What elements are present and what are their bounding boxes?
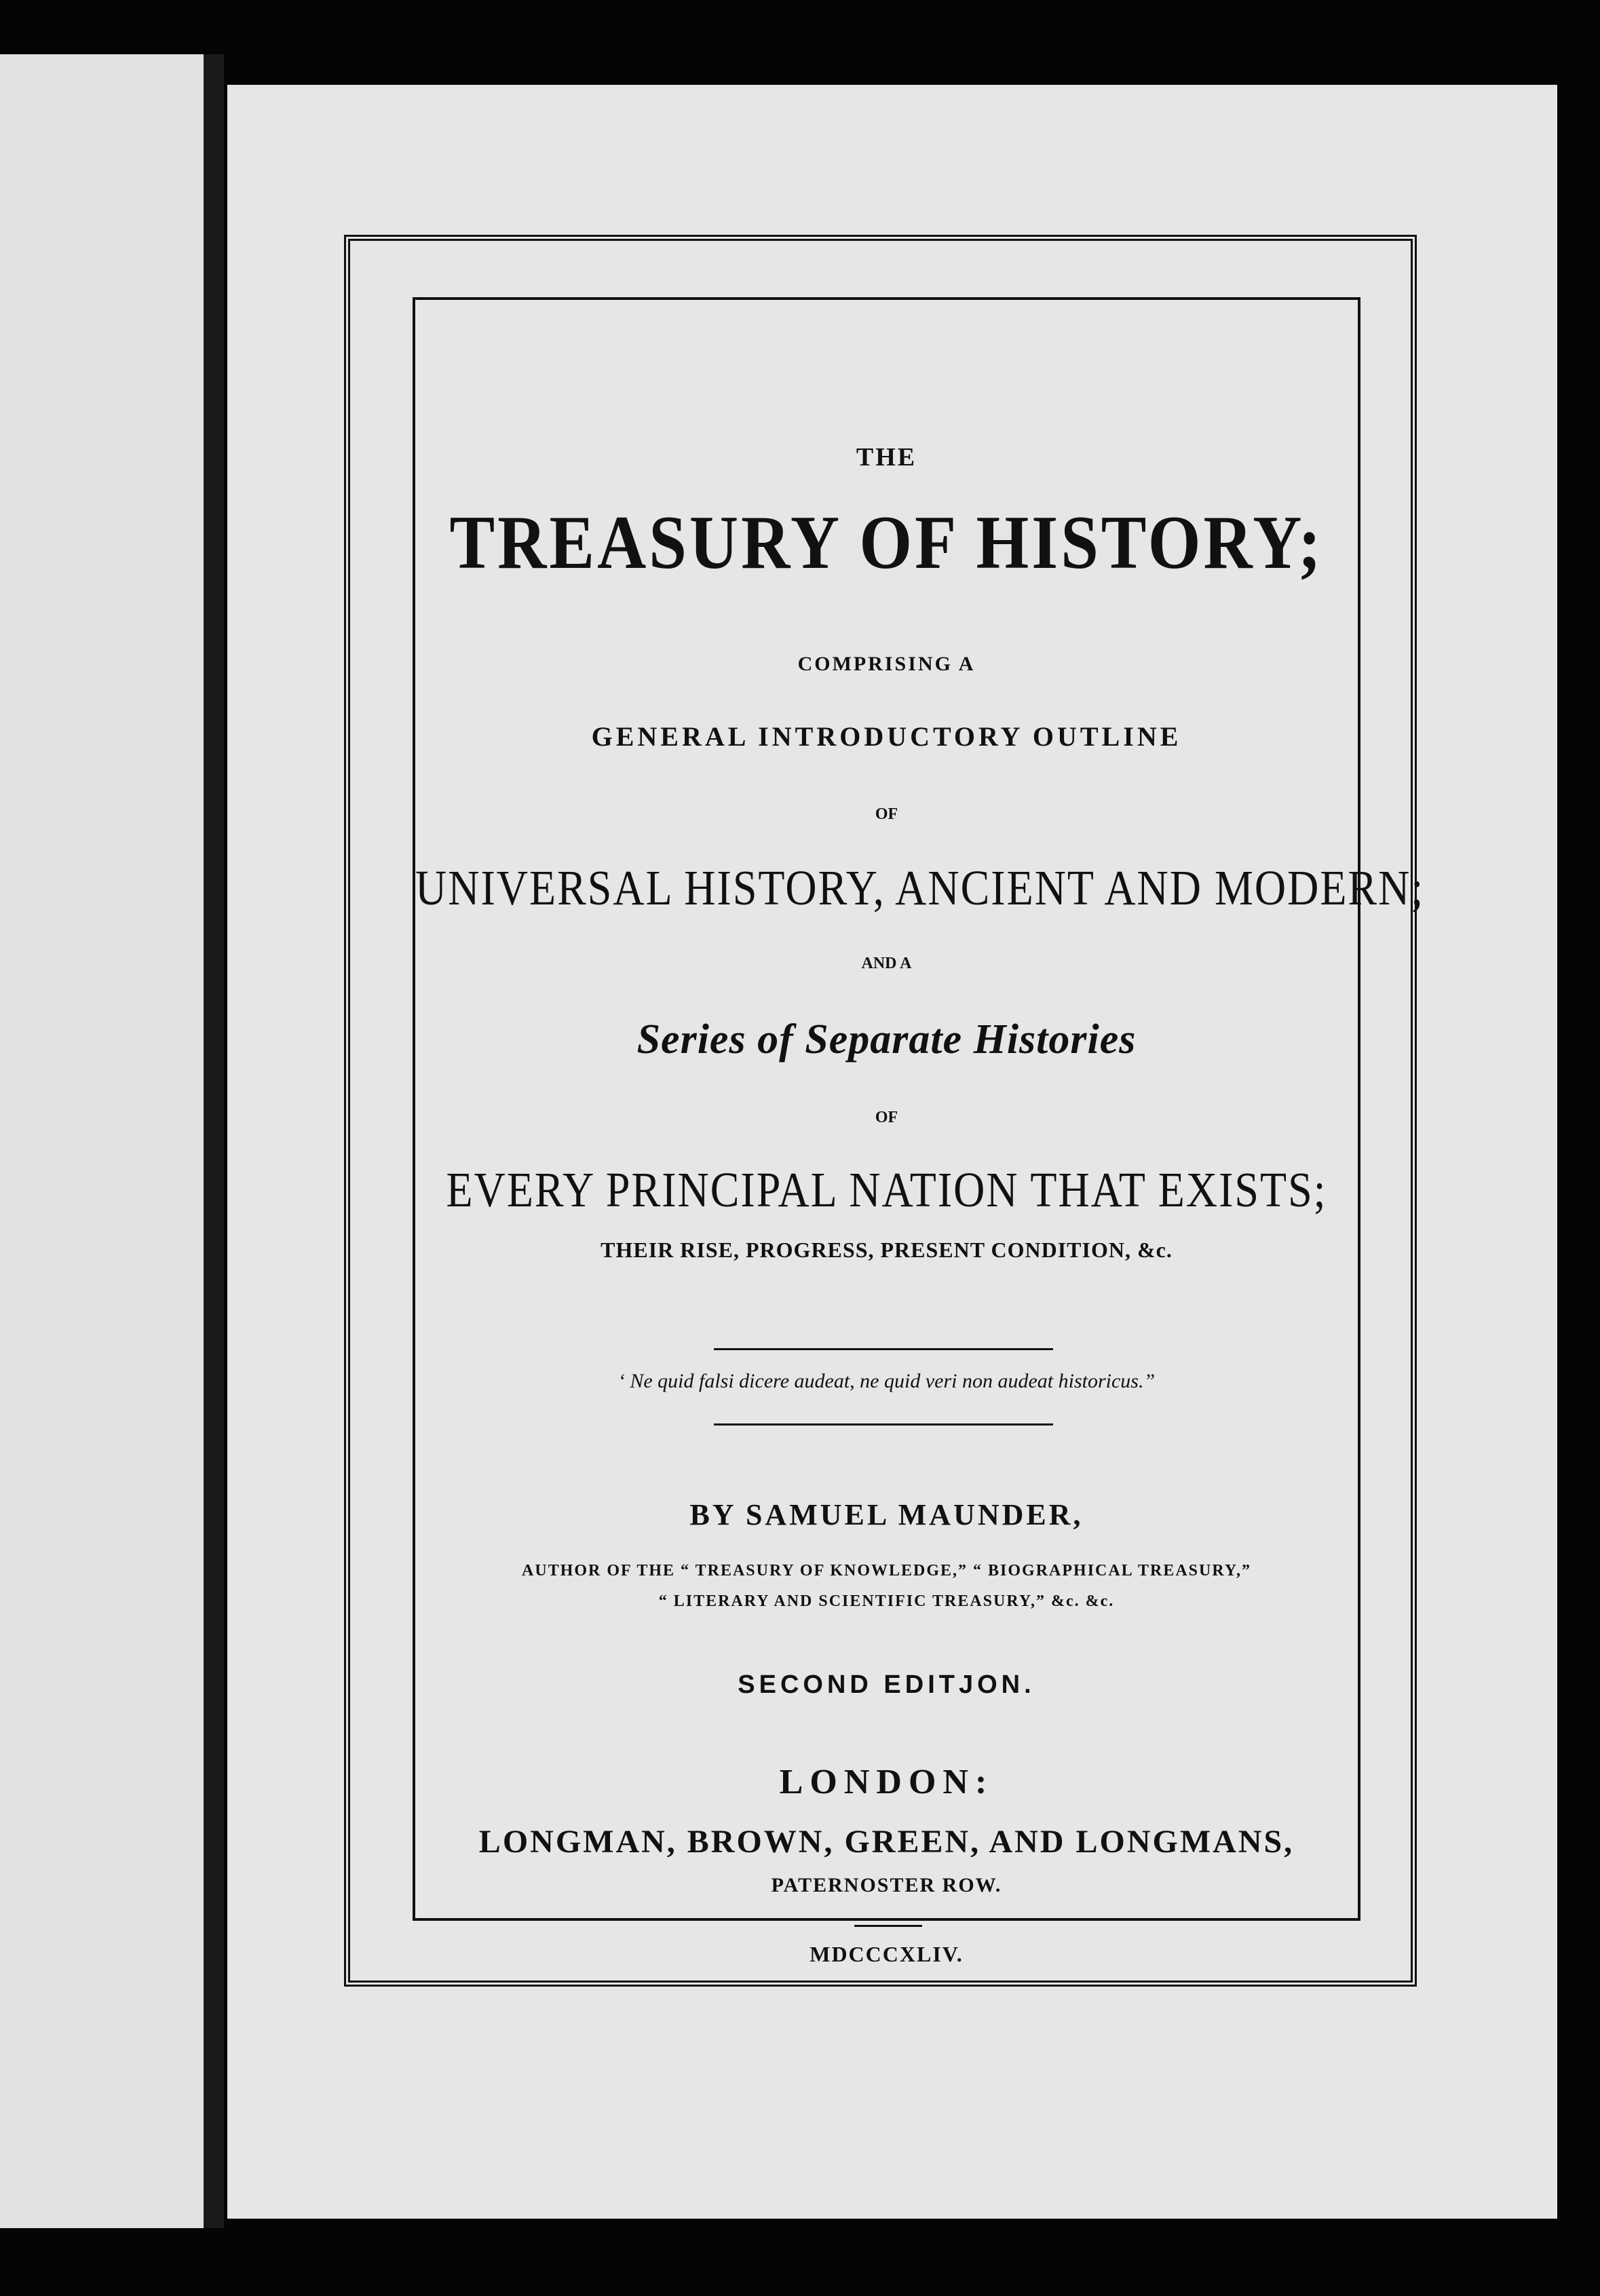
author-credits-2: “ LITERARY AND SCIENTIFIC TREASURY,” &c. &c. bbox=[658, 1592, 1115, 1610]
title-page-text bbox=[415, 300, 1425, 1966]
rule-above-date bbox=[854, 1925, 922, 1927]
address-line: PATERNOSTER ROW. bbox=[771, 1874, 1002, 1896]
rule-above-quote bbox=[714, 1348, 1053, 1350]
publisher-line: LONGMAN, BROWN, GREEN, AND LONGMANS, bbox=[478, 1824, 1295, 1860]
book-title: TREASURY OF HISTORY; bbox=[449, 500, 1324, 585]
book-spine bbox=[204, 54, 224, 2228]
every-nation-line: EVERY PRINCIPAL NATION THAT EXISTS; bbox=[446, 1162, 1327, 1218]
outline-line: GENERAL INTRODUCTORY OUTLINE bbox=[591, 721, 1182, 752]
author-line: BY SAMUEL MAUNDER, bbox=[689, 1498, 1084, 1531]
city-line: LONDON: bbox=[779, 1763, 994, 1801]
universal-history-line: UNIVERSAL HISTORY, ANCIENT AND MODERN; bbox=[415, 860, 1425, 916]
series-line: Series of Separate Histories bbox=[636, 1016, 1137, 1063]
left-page bbox=[0, 54, 204, 2228]
rule-below-quote bbox=[714, 1423, 1053, 1426]
comprising-line: COMPRISING A bbox=[797, 653, 976, 675]
title-article: THE bbox=[856, 443, 917, 472]
of-line-2: OF bbox=[875, 1109, 898, 1126]
edition-line: SECOND EDITJON. bbox=[738, 1670, 1035, 1699]
date-line: MDCCCXLIV. bbox=[809, 1942, 964, 1966]
latin-quote: ‘ Ne quid falsi dicere audeat, ne quid veri non audeat historicus.” bbox=[617, 1370, 1156, 1392]
rise-progress-line: THEIR RISE, PROGRESS, PRESENT CONDITION, &c. bbox=[601, 1238, 1173, 1262]
of-line-1: OF bbox=[875, 805, 898, 823]
author-credits-1: AUTHOR OF THE “ TREASURY OF KNOWLEDGE,” “ BIOGRAPHICAL TREASURY,” bbox=[522, 1562, 1251, 1580]
and-a-line: AND A bbox=[861, 955, 912, 972]
